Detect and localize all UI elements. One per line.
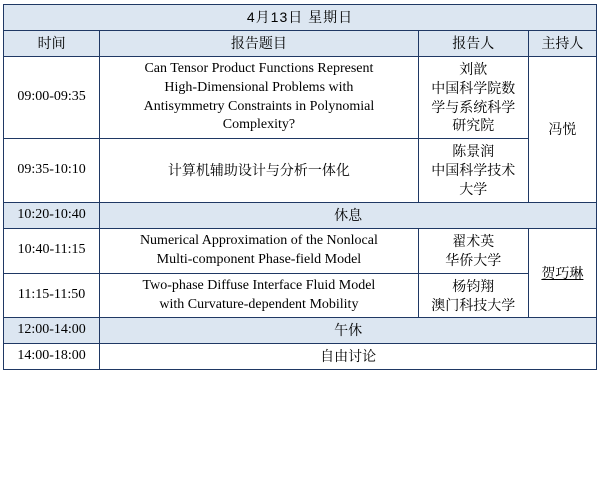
- column-header-row: [4, 30, 597, 56]
- table-row: [4, 273, 597, 318]
- row-chair: [528, 228, 596, 318]
- speaker-affiliation-line: 中国科学院数: [431, 79, 516, 96]
- speaker-name: 杨钧翔: [452, 277, 495, 294]
- column-header-chair: 主持人: [528, 30, 596, 56]
- table-row: [4, 344, 597, 370]
- row-time: 10:20-10:40: [4, 203, 100, 229]
- row-topic: [100, 56, 419, 139]
- speaker-name: 翟术英: [452, 232, 495, 249]
- row-time: 09:35-10:10: [4, 139, 100, 203]
- topic-line: with Curvature-dependent Mobility: [159, 296, 359, 312]
- row-time: 09:00-09:35: [4, 56, 100, 139]
- free-discussion-label: 自由讨论: [100, 344, 597, 370]
- schedule-table: [3, 4, 597, 370]
- speaker-name: 刘歆: [459, 60, 488, 77]
- row-time: 11:15-11:50: [4, 273, 100, 318]
- speaker-name: 陈景润: [452, 143, 495, 160]
- table-row: [4, 56, 597, 139]
- topic-line: Complexity?: [222, 117, 296, 133]
- row-topic: [100, 139, 419, 203]
- speaker-affiliation-line: 研究院: [452, 117, 495, 134]
- speaker-affiliation-line: 澳门科技大学: [431, 296, 516, 313]
- day-title-row: [4, 5, 597, 31]
- column-header-topic: 报告题目: [100, 30, 419, 56]
- row-speaker: [418, 139, 528, 203]
- table-row: [4, 139, 597, 203]
- topic-line: Multi-component Phase-field Model: [156, 251, 362, 267]
- day-title: 4月13日 星期日: [4, 5, 597, 31]
- chair-name: 贺巧琳: [541, 264, 584, 281]
- speaker-affiliation-line: 大学: [459, 181, 488, 198]
- topic-line: Can Tensor Product Functions Represent: [144, 60, 374, 76]
- table-row: [4, 228, 597, 273]
- row-speaker: [418, 56, 528, 139]
- topic-line: Antisymmetry Constraints in Polynomial: [143, 98, 375, 114]
- break-row: [4, 318, 597, 344]
- row-chair: 冯悦: [528, 56, 596, 202]
- row-speaker: [418, 228, 528, 273]
- column-header-time: 时间: [4, 30, 100, 56]
- topic-line: 计算机辅助设计与分析一体化: [167, 162, 350, 179]
- row-speaker: [418, 273, 528, 318]
- speaker-affiliation-line: 学与系统科学: [431, 98, 516, 115]
- row-topic: [100, 273, 419, 318]
- speaker-affiliation-line: 中国科学技术: [431, 162, 516, 179]
- break-label: 休息: [100, 203, 597, 229]
- row-time: 10:40-11:15: [4, 228, 100, 273]
- break-label: 午休: [100, 318, 597, 344]
- topic-line: Numerical Approximation of the Nonlocal: [139, 232, 378, 248]
- break-row: [4, 203, 597, 229]
- row-time: 12:00-14:00: [4, 318, 100, 344]
- row-time: 14:00-18:00: [4, 344, 100, 370]
- speaker-affiliation-line: 华侨大学: [445, 251, 502, 268]
- topic-line: Two-phase Diffuse Interface Fluid Model: [142, 277, 376, 293]
- topic-line: High-Dimensional Problems with: [164, 79, 354, 95]
- column-header-speaker: 报告人: [418, 30, 528, 56]
- row-topic: [100, 228, 419, 273]
